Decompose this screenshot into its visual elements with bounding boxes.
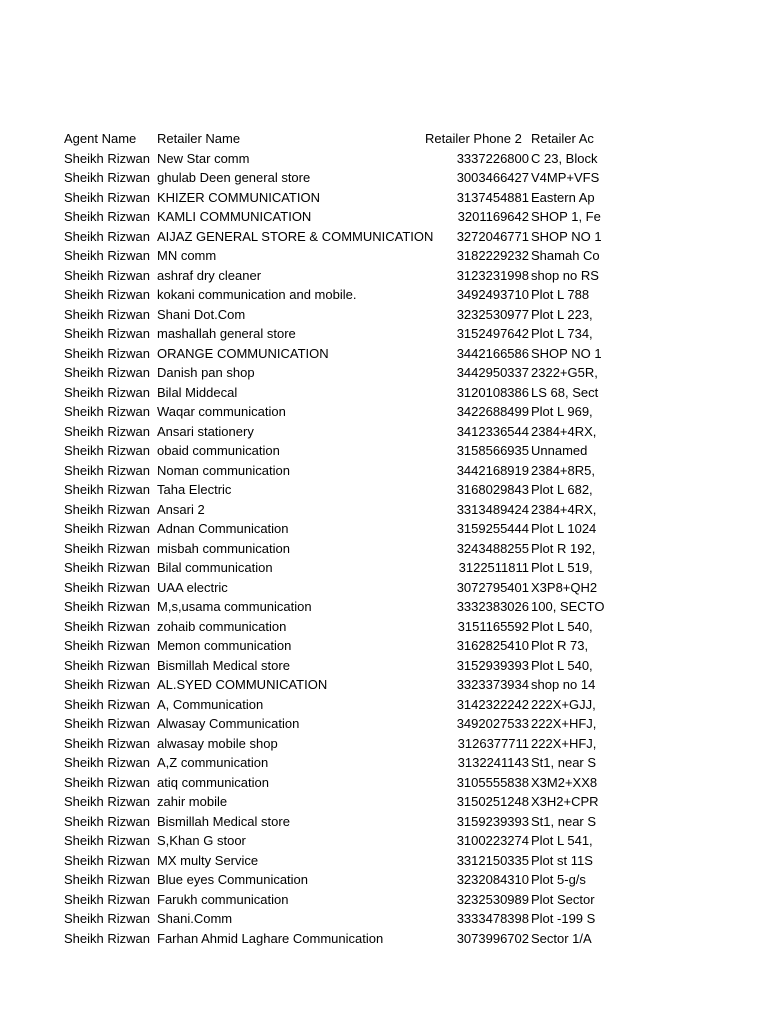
table-row [64, 577, 598, 597]
address-cell[interactable]: 222X+GJJ, [531, 696, 596, 712]
address-cell[interactable]: St1, near S [531, 813, 597, 829]
phone-cell[interactable]: 3313489424 [456, 501, 529, 517]
phone-cell[interactable]: 3137454881 [456, 189, 529, 205]
table-row [64, 362, 598, 382]
agent-cell[interactable]: Sheikh Rizwan [64, 911, 150, 926]
address-cell[interactable]: St1, near S [531, 755, 597, 770]
phone-cell[interactable]: 3159255444 [456, 521, 529, 536]
phone-cell[interactable]: 3492027533 [456, 716, 529, 731]
phone-cell[interactable]: 3120108386 [456, 384, 529, 400]
phone-cell[interactable]: 3272046771 [456, 228, 529, 244]
phone-cell[interactable]: 3422688499 [456, 404, 529, 419]
retailer-cell[interactable]: Blue eyes Communication [157, 872, 309, 887]
retailer-cell[interactable]: obaid communication [157, 443, 280, 458]
retailer-cell[interactable]: ashraf dry cleaner [157, 267, 262, 283]
table-row [64, 635, 590, 655]
address-cell[interactable]: Plot L 1024 [531, 521, 597, 536]
phone-cell[interactable]: 3122511811 [458, 560, 529, 575]
address-cell[interactable]: Plot L 519, [531, 560, 593, 575]
table-row [64, 791, 599, 811]
table-row [64, 655, 593, 675]
table-row [64, 343, 602, 363]
retailer-cell[interactable]: misbah communication [157, 540, 290, 556]
retailer-cell[interactable]: atiq communication [157, 774, 269, 790]
phone-cell[interactable]: 3168029843 [456, 482, 529, 497]
agent-cell[interactable]: Sheikh Rizwan [64, 462, 150, 478]
table-row [64, 772, 598, 792]
agent-cell[interactable]: Sheikh Rizwan [64, 189, 150, 205]
retailer-cell[interactable]: AIJAZ GENERAL STORE & COMMUNICATION [157, 228, 434, 244]
table-row [64, 245, 600, 265]
phone-cell[interactable]: 3003466427 [456, 170, 529, 185]
agent-cell[interactable]: Sheikh Rizwan [64, 657, 150, 673]
retailer-cell[interactable]: KHIZER COMMUNICATION [157, 189, 320, 205]
address-cell[interactable]: 2384+8R5, [531, 462, 595, 478]
header-retailer-name[interactable]: Retailer Name [157, 131, 241, 146]
table-body [64, 148, 605, 948]
retailer-cell[interactable]: Noman communication [157, 462, 290, 478]
phone-cell[interactable]: 3182229232 [456, 248, 529, 263]
retailer-cell[interactable]: alwasay mobile shop [157, 735, 278, 751]
agent-cell[interactable]: Sheikh Rizwan [64, 677, 150, 692]
agent-cell[interactable]: Sheikh Rizwan [64, 560, 150, 575]
phone-cell[interactable]: 3492493710 [456, 287, 529, 302]
phone-cell[interactable]: 3132241143 [457, 755, 529, 770]
retailer-cell[interactable]: AL.SYED COMMUNICATION [157, 677, 328, 692]
address-cell[interactable]: Plot -199 S [531, 911, 596, 926]
agent-cell[interactable]: Sheikh Rizwan [64, 891, 150, 907]
agent-cell[interactable]: Sheikh Rizwan [64, 930, 150, 946]
address-cell[interactable]: SHOP NO 1 [531, 228, 602, 244]
address-cell[interactable]: Plot L 969, [531, 404, 593, 419]
table-row [64, 869, 590, 889]
phone-cell[interactable]: 3159239393 [456, 813, 529, 829]
address-cell[interactable]: X3M2+XX8 [531, 774, 598, 790]
address-cell[interactable]: SHOP 1, Fe [531, 209, 601, 224]
address-cell[interactable]: Shamah Co [531, 248, 600, 263]
phone-cell[interactable]: 3332383026 [456, 599, 529, 614]
table-row [64, 401, 593, 421]
agent-cell[interactable]: Sheikh Rizwan [64, 365, 150, 380]
header-agent-name[interactable]: Agent Name [64, 131, 137, 146]
agent-cell[interactable]: Sheikh Rizwan [64, 774, 150, 790]
table-row [64, 323, 593, 343]
table-row [64, 206, 601, 226]
phone-cell[interactable]: 3201169642 [457, 209, 529, 224]
header-retailer-address[interactable]: Retailer Ac [531, 131, 594, 146]
agent-cell[interactable]: Sheikh Rizwan [64, 443, 150, 458]
header-row [64, 128, 594, 148]
address-cell[interactable]: Plot R 192, [531, 540, 596, 556]
address-cell[interactable]: Plot L 734, [531, 326, 593, 341]
retailer-cell[interactable]: KAMLI COMMUNICATION [157, 209, 312, 224]
address-cell[interactable]: 222X+HFJ, [531, 716, 597, 731]
address-cell[interactable]: V4MP+VFS [531, 170, 600, 185]
phone-cell[interactable]: 3105555838 [456, 774, 529, 790]
phone-cell[interactable]: 3232084310 [456, 872, 529, 887]
table-row [64, 616, 593, 636]
agent-cell[interactable]: Sheikh Rizwan [64, 579, 150, 595]
table-row [64, 538, 596, 558]
retailer-cell[interactable]: Bismillah Medical store [157, 813, 290, 829]
table-row [64, 284, 590, 304]
agent-cell[interactable]: Sheikh Rizwan [64, 384, 150, 400]
agent-cell[interactable]: Sheikh Rizwan [64, 618, 150, 634]
phone-cell[interactable]: 3162825410 [456, 638, 529, 653]
table-row [64, 440, 590, 460]
address-cell[interactable]: C 23, Block [531, 150, 598, 166]
agent-cell[interactable]: Sheikh Rizwan [64, 852, 150, 868]
retailer-cell[interactable]: New Star comm [157, 150, 250, 166]
retailer-cell[interactable]: Waqar communication [157, 404, 286, 419]
retailer-cell[interactable]: S,Khan G stoor [157, 833, 246, 848]
retailer-cell[interactable]: Ansari 2 [157, 501, 205, 517]
phone-cell[interactable]: 3333478398 [456, 911, 529, 926]
agent-cell[interactable]: Sheikh Rizwan [64, 872, 150, 887]
address-cell[interactable]: X3H2+CPR [531, 794, 599, 809]
phone-cell[interactable]: 3150251248 [456, 794, 529, 809]
address-cell[interactable]: shop no 14 [531, 677, 596, 692]
table-row [64, 908, 596, 928]
address-cell[interactable]: 100, SECTO [531, 599, 605, 614]
phone-cell[interactable]: 3073996702 [456, 930, 529, 946]
agent-cell[interactable]: Sheikh Rizwan [64, 150, 150, 166]
phone-cell[interactable]: 3412336544 [456, 423, 529, 439]
retailer-cell[interactable]: MN comm [157, 248, 217, 263]
phone-cell[interactable]: 3442168919 [456, 462, 529, 478]
retailer-cell[interactable]: ghulab Deen general store [157, 170, 311, 185]
phone-cell[interactable]: 3158566935 [456, 443, 529, 458]
table-row [64, 187, 595, 207]
address-cell[interactable]: Plot 5-g/s [531, 872, 586, 887]
phone-cell[interactable]: 3442950337 [456, 365, 529, 380]
agent-cell[interactable]: Sheikh Rizwan [64, 306, 150, 322]
table-row [64, 518, 597, 538]
table-row [64, 889, 595, 909]
address-cell[interactable]: Plot st 11S [531, 852, 593, 868]
retailer-cell[interactable]: Shani.Comm [157, 911, 233, 926]
table-row [64, 733, 597, 753]
agent-cell[interactable]: Sheikh Rizwan [64, 267, 150, 283]
agent-cell[interactable]: Sheikh Rizwan [64, 209, 150, 224]
retailer-cell[interactable]: Shani Dot.Com [157, 306, 246, 322]
address-cell[interactable]: Plot L 223, [531, 306, 593, 322]
address-cell[interactable]: Plot L 540, [531, 657, 593, 673]
agent-cell[interactable]: Sheikh Rizwan [64, 521, 150, 536]
address-cell[interactable]: Plot L 788 [531, 287, 590, 302]
agent-cell[interactable]: Sheikh Rizwan [64, 228, 150, 244]
phone-cell[interactable]: 3232530989 [456, 891, 529, 907]
phone-cell[interactable]: 3123231998 [456, 267, 529, 283]
retailer-cell[interactable]: Bismillah Medical store [157, 657, 290, 673]
table-row [64, 830, 593, 850]
agent-cell[interactable]: Sheikh Rizwan [64, 716, 150, 731]
agent-cell[interactable]: Sheikh Rizwan [64, 813, 150, 829]
table-row [64, 460, 595, 480]
phone-cell[interactable]: 3151165592 [457, 618, 529, 634]
phone-cell[interactable]: 3152939393 [456, 657, 529, 673]
retailer-cell[interactable]: Ansari stationery [157, 423, 254, 439]
phone-cell[interactable]: 3312150335 [456, 852, 529, 868]
retailer-cell[interactable]: zahir mobile [157, 794, 228, 809]
address-cell[interactable]: X3P8+QH2 [531, 579, 598, 595]
table-row [64, 499, 597, 519]
table-row [64, 557, 593, 577]
address-cell[interactable]: SHOP NO 1 [531, 345, 602, 361]
address-cell[interactable]: 2322+G5R, [531, 365, 598, 380]
table-row [64, 713, 597, 733]
address-cell[interactable]: 2384+4RX, [531, 423, 597, 439]
agent-cell[interactable]: Sheikh Rizwan [64, 599, 150, 614]
agent-cell[interactable]: Sheikh Rizwan [64, 755, 150, 770]
agent-cell[interactable]: Sheikh Rizwan [64, 540, 150, 556]
phone-cell[interactable]: 3232530977 [456, 306, 529, 322]
address-cell[interactable]: Plot Sector [531, 891, 595, 907]
table-row [64, 226, 602, 246]
table-row [64, 479, 593, 499]
table-row [64, 148, 598, 168]
table-row [64, 674, 596, 694]
phone-cell[interactable]: 3152497642 [456, 326, 529, 341]
table-row [64, 811, 597, 831]
table-row [64, 850, 593, 870]
retailer-cell[interactable]: Danish pan shop [157, 365, 255, 380]
retailer-cell[interactable]: ORANGE COMMUNICATION [157, 345, 329, 361]
retailer-cell[interactable]: A, Communication [157, 696, 264, 712]
retailer-cell[interactable]: mashallah general store [157, 326, 296, 341]
agent-cell[interactable]: Sheikh Rizwan [64, 482, 150, 497]
table-row [64, 265, 599, 285]
phone-cell[interactable]: 3323373934 [456, 677, 529, 692]
retailer-cell[interactable]: Taha Electric [157, 482, 232, 497]
agent-cell[interactable]: Sheikh Rizwan [64, 833, 150, 848]
table-row [64, 752, 597, 772]
retailer-cell[interactable]: Farhan Ahmid Laghare Communication [157, 930, 384, 946]
retailer-cell[interactable]: MX multy Service [157, 852, 259, 868]
phone-cell[interactable]: 3337226800 [456, 150, 529, 166]
address-cell[interactable]: 2384+4RX, [531, 501, 597, 517]
retailer-cell[interactable]: kokani communication and mobile. [157, 287, 357, 302]
agent-cell[interactable]: Sheikh Rizwan [64, 248, 150, 263]
address-cell[interactable]: Plot R 73, [531, 638, 589, 653]
header-retailer-phone[interactable]: Retailer Phone 2 [425, 131, 522, 146]
agent-cell[interactable]: Sheikh Rizwan [64, 696, 150, 712]
retailer-cell[interactable]: UAA electric [157, 579, 228, 595]
address-cell[interactable]: Plot L 682, [531, 482, 593, 497]
table-row [64, 928, 590, 948]
table-row [64, 694, 596, 714]
phone-cell[interactable]: 3126377711 [457, 735, 529, 751]
agent-cell[interactable]: Sheikh Rizwan [64, 501, 150, 517]
retailer-cell[interactable]: Memon communication [157, 638, 292, 653]
retailer-cell[interactable]: Adnan Communication [157, 521, 289, 536]
retailer-cell[interactable]: A,Z communication [157, 755, 269, 770]
agent-cell[interactable]: Sheikh Rizwan [64, 794, 150, 809]
phone-cell[interactable]: 3243488255 [456, 540, 529, 556]
agent-cell[interactable]: Sheikh Rizwan [64, 345, 150, 361]
agent-cell[interactable]: Sheikh Rizwan [64, 170, 150, 185]
agent-cell[interactable]: Sheikh Rizwan [64, 287, 150, 302]
retailer-cell[interactable]: Bilal communication [157, 560, 273, 575]
phone-cell[interactable]: 3142322242 [456, 696, 529, 712]
address-cell[interactable]: 222X+HFJ, [531, 735, 597, 751]
address-cell[interactable]: Sector 1/A [531, 930, 592, 946]
table-row [64, 596, 605, 616]
phone-cell[interactable]: 3072795401 [456, 579, 529, 595]
retailer-cell[interactable]: zohaib communication [157, 618, 287, 634]
address-cell[interactable]: shop no RS [531, 267, 599, 283]
address-cell[interactable]: LS 68, Sect [531, 384, 599, 400]
agent-cell[interactable]: Sheikh Rizwan [64, 404, 150, 419]
phone-cell[interactable]: 3100223274 [456, 833, 529, 848]
agent-cell[interactable]: Sheikh Rizwan [64, 638, 150, 653]
table-row [64, 382, 599, 402]
retailer-cell[interactable]: M,s,usama communication [157, 599, 312, 614]
address-cell[interactable]: Eastern Ap [531, 189, 595, 205]
address-cell[interactable]: Plot L 540, [531, 618, 593, 634]
phone-cell[interactable]: 3442166586 [456, 345, 529, 361]
retailer-cell[interactable]: Bilal Middecal [157, 384, 238, 400]
agent-cell[interactable]: Sheikh Rizwan [64, 423, 150, 439]
table-row [64, 304, 593, 324]
table-row [64, 421, 597, 441]
retailer-cell[interactable]: Alwasay Communication [157, 716, 300, 731]
table-row [64, 167, 600, 187]
spreadsheet-table [64, 128, 605, 947]
agent-cell[interactable]: Sheikh Rizwan [64, 326, 150, 341]
agent-cell[interactable]: Sheikh Rizwan [64, 735, 150, 751]
address-cell[interactable]: Plot L 541, [531, 833, 593, 848]
address-cell[interactable]: Unnamed [531, 443, 588, 458]
retailer-cell[interactable]: Farukh communication [157, 891, 289, 907]
